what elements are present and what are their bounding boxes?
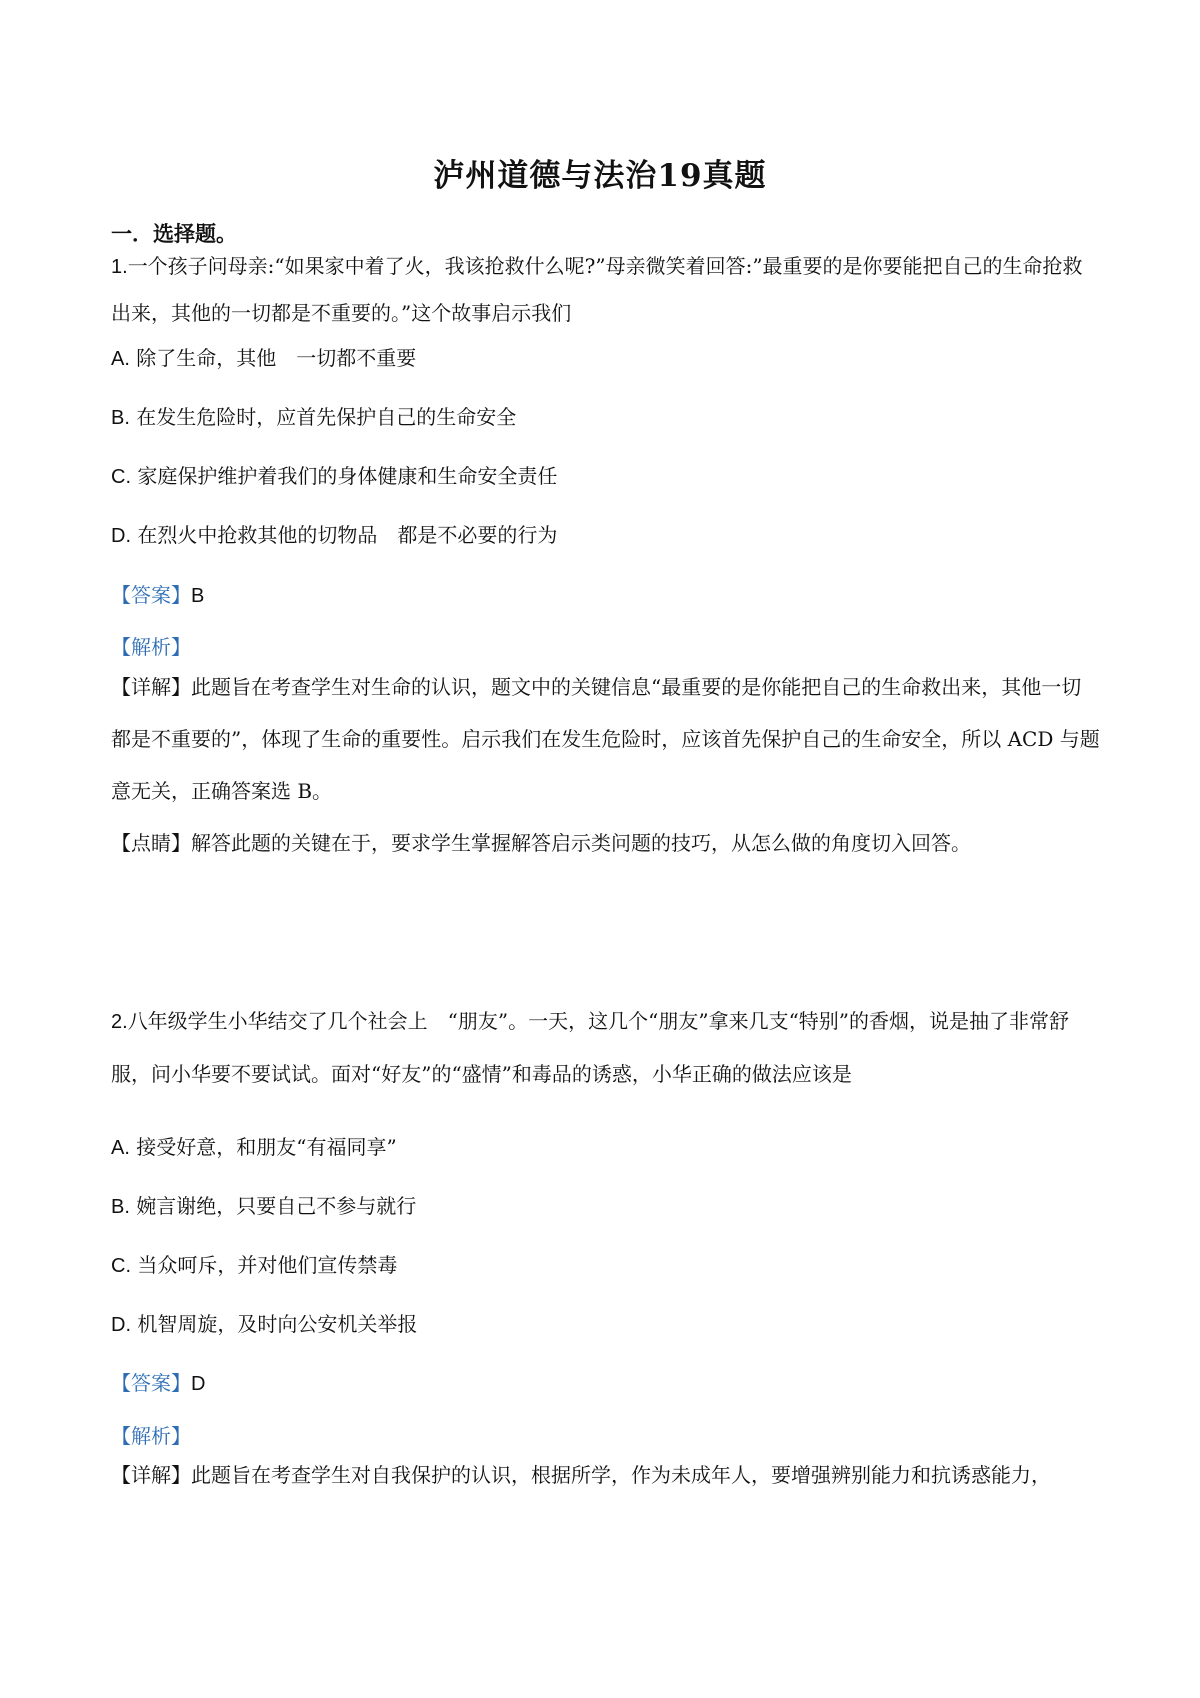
question-1-analysis-label: [111, 631, 191, 660]
question-2-option-c: [111, 1249, 1101, 1278]
option-text: 婉言谢绝，只要自己不参与就行: [136, 1194, 417, 1218]
option-letter: B.: [111, 407, 130, 429]
question-2-analysis-label: [111, 1420, 191, 1449]
question-1-detail: [111, 661, 1101, 817]
question-2-text: 八年级学生小华结交了几个社会上 “朋友”。一天，这几个“朋友”拿来几支“特别”的香烟，说是抽了非常舒服，问小华要不要试试。面对“好友”的“盛情”和毒品的诱惑，小华正确的做法应该是: [111, 1009, 1070, 1086]
option-letter: B.: [111, 1196, 130, 1218]
option-letter: C.: [111, 466, 131, 488]
question-1-text: 一个孩子问母亲:“如果家中着了火，我该抢救什么呢?”母亲微笑着回答:”最重要的是你要能把自己的生命抢救出来，其他的一切都是不重要的。”这个故事启示我们: [111, 254, 1083, 325]
question-1-answer: [111, 579, 204, 608]
option-letter: A.: [111, 1137, 130, 1159]
option-letter: C.: [111, 1255, 131, 1277]
question-2-option-b: [111, 1190, 1101, 1219]
question-2-number: 2.: [111, 1011, 128, 1033]
analysis-label: 【解析】: [111, 1424, 191, 1448]
question-2-option-a: [111, 1131, 1101, 1160]
answer-value: D: [191, 1373, 206, 1395]
option-text: 家庭保护维护着我们的身体健康和生命安全责任: [137, 464, 558, 488]
option-letter: D.: [111, 1314, 131, 1336]
detail-text: 此题旨在考查学生对生命的认识，题文中的关键信息“最重要的是你能把自己的生命救出来，其他一切都是不重要的”，体现了生命的重要性。启示我们在发生危险时，应该首先保护自己的生命安全，所以 ACD 与题意无关，正确答案选 B。: [111, 675, 1100, 803]
question-1-tip: [111, 817, 1101, 869]
answer-label: 【答案】: [111, 583, 191, 607]
option-text: 在发生危险时，应首先保护自己的生命安全: [136, 405, 517, 429]
option-letter: A.: [111, 348, 130, 370]
option-letter: D.: [111, 525, 131, 547]
answer-label: 【答案】: [111, 1371, 191, 1395]
question-2-detail: [111, 1449, 1101, 1501]
question-1-option-b: [111, 401, 1101, 430]
question-1-number: 1.: [111, 256, 128, 278]
question-1-option-d: [111, 519, 1101, 548]
question-2-option-d: [111, 1308, 1101, 1337]
option-text: 除了生命，其他 一切都不重要: [136, 346, 417, 370]
question-2-answer: [111, 1367, 205, 1396]
page-title: 泸州道德与法治19真题: [433, 158, 767, 194]
question-2-stem: [111, 995, 1101, 1100]
section-heading: 一．选择题。: [111, 221, 237, 246]
question-1-option-c: [111, 460, 1101, 489]
tip-text: 解答此题的关键在于，要求学生掌握解答启示类问题的技巧，从怎么做的角度切入回答。: [191, 831, 971, 855]
detail-label: 【详解】: [111, 675, 191, 699]
option-text: 接受好意，和朋友“有福同享”: [136, 1135, 397, 1159]
question-1-option-a: [111, 342, 1101, 371]
analysis-label: 【解析】: [111, 635, 191, 659]
question-1-stem: [111, 243, 1101, 336]
option-text: 当众呵斥，并对他们宣传禁毒: [137, 1253, 398, 1277]
tip-label: 【点睛】: [111, 831, 191, 855]
detail-text: 此题旨在考查学生对自我保护的认识，根据所学，作为未成年人，要增强辨别能力和抗诱惑能力，: [191, 1463, 1051, 1487]
option-text: 在烈火中抢救其他的切物品 都是不必要的行为: [137, 523, 558, 547]
option-text: 机智周旋，及时向公安机关举报: [137, 1312, 418, 1336]
detail-label: 【详解】: [111, 1463, 191, 1487]
answer-value: B: [191, 585, 205, 607]
